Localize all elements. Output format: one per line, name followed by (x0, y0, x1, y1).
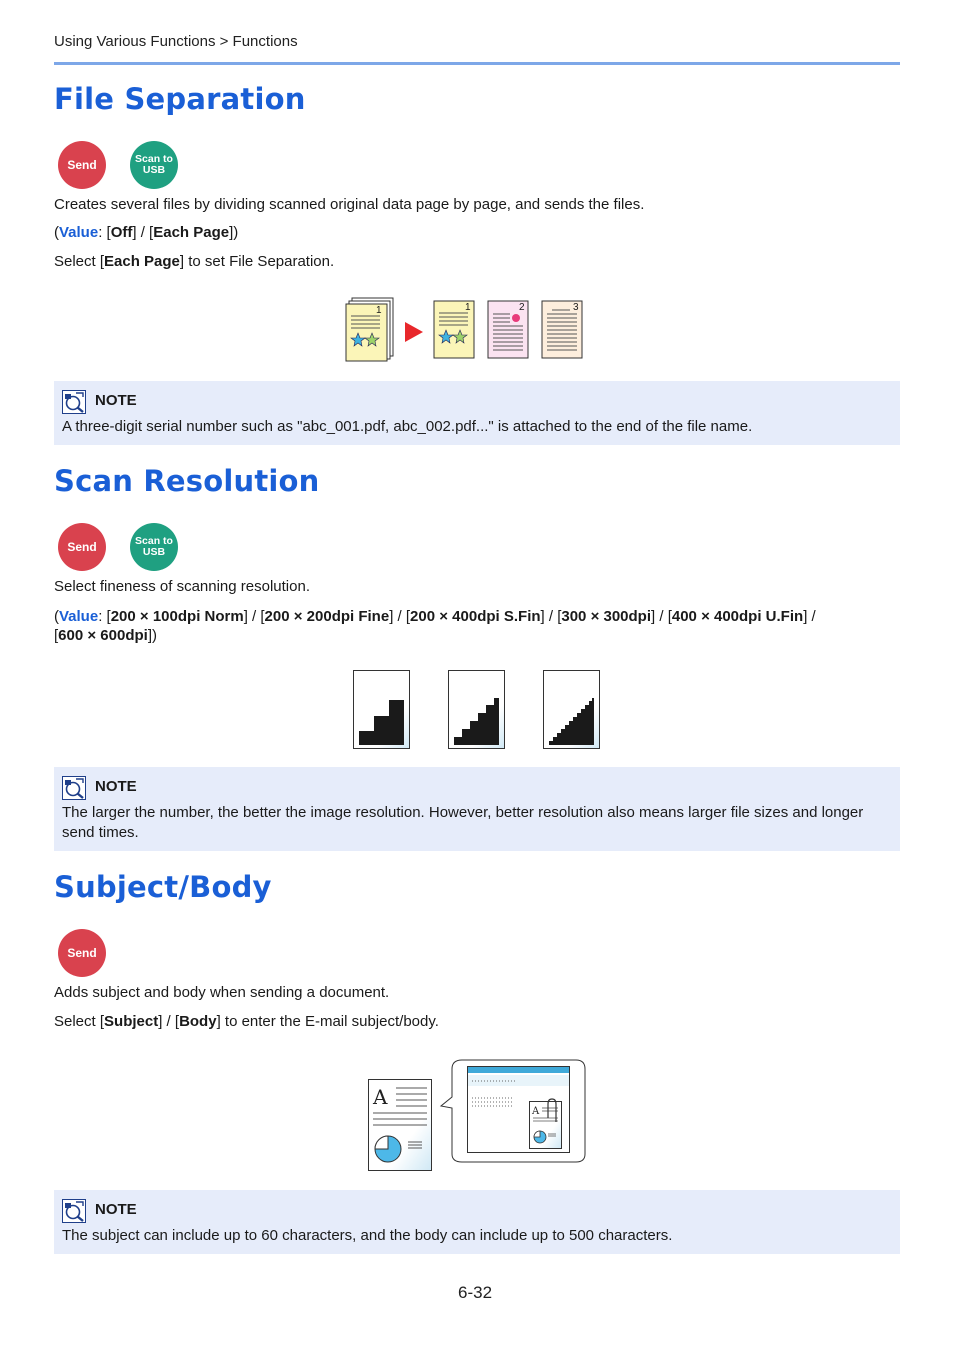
header-rule (54, 62, 900, 65)
breadcrumb: Using Various Functions > Functions (54, 33, 298, 50)
section-title-subject-body: Subject/Body (54, 870, 272, 904)
file-separation-instruction: Select [Each Page] to set File Separation. (54, 253, 335, 270)
note-label: NOTE (95, 392, 137, 409)
file-separation-description: Creates several files by dividing scanned original data page by page, and sends the files. (54, 196, 645, 213)
note-icon (62, 776, 86, 800)
svg-text:A: A (373, 1085, 388, 1109)
scan-resolution-values: (Value: [200 × 100dpi Norm] / [200 × 200dpi Fine] / [200 × 400dpi S.Fin] / [300 × 300dpi] / [400 × 400dpi U.Fin] / [600 × 600dpi]) (54, 608, 816, 644)
subject-body-description: Adds subject and body when sending a document. (54, 984, 390, 1001)
page-number: 6-32 (458, 1283, 493, 1302)
note-box (54, 381, 900, 445)
send-badge: Send (58, 929, 106, 977)
file-separation-values: (Value: [Off] / [Each Page]) (54, 224, 239, 241)
section-title-scan-resolution: Scan Resolution (54, 464, 320, 498)
send-badge: Send (58, 523, 106, 571)
subject-body-instruction: Select [Subject] / [Body] to enter the E-mail subject/body. (54, 1013, 439, 1030)
scan-resolution-description: Select fineness of scanning resolution. (54, 578, 310, 595)
note-box (54, 1190, 900, 1254)
note-icon (62, 390, 86, 414)
scan-resolution-illustration (352, 669, 602, 751)
page-number-label: 1 (376, 305, 382, 316)
page-number-label: 3 (573, 302, 579, 313)
note-label: NOTE (95, 778, 137, 795)
page-number-label: 2 (519, 302, 525, 313)
scan-to-usb-badge: Scan to USB (130, 141, 178, 189)
section-title-file-separation: File Separation (54, 82, 306, 116)
note-text: The subject can include up to 60 characters, and the body can include up to 500 characters. (62, 1227, 673, 1244)
scan-to-usb-badge: Scan to USB (130, 523, 178, 571)
note-icon (62, 1199, 86, 1223)
file-separation-illustration (340, 296, 590, 362)
send-badge: Send (58, 141, 106, 189)
note-text: The larger the number, the better the image resolution. However, better resolution also means larger file sizes and longer send times. (62, 804, 864, 841)
svg-text:A: A (532, 1106, 540, 1117)
note-text: A three-digit serial number such as "abc_001.pdf, abc_002.pdf..." is attached to the end of the file name. (62, 418, 753, 435)
note-box (54, 767, 900, 851)
arrow-right-icon (405, 322, 423, 342)
page-number-label: 1 (465, 302, 471, 313)
note-label: NOTE (95, 1201, 137, 1218)
subject-body-illustration (366, 1056, 590, 1174)
